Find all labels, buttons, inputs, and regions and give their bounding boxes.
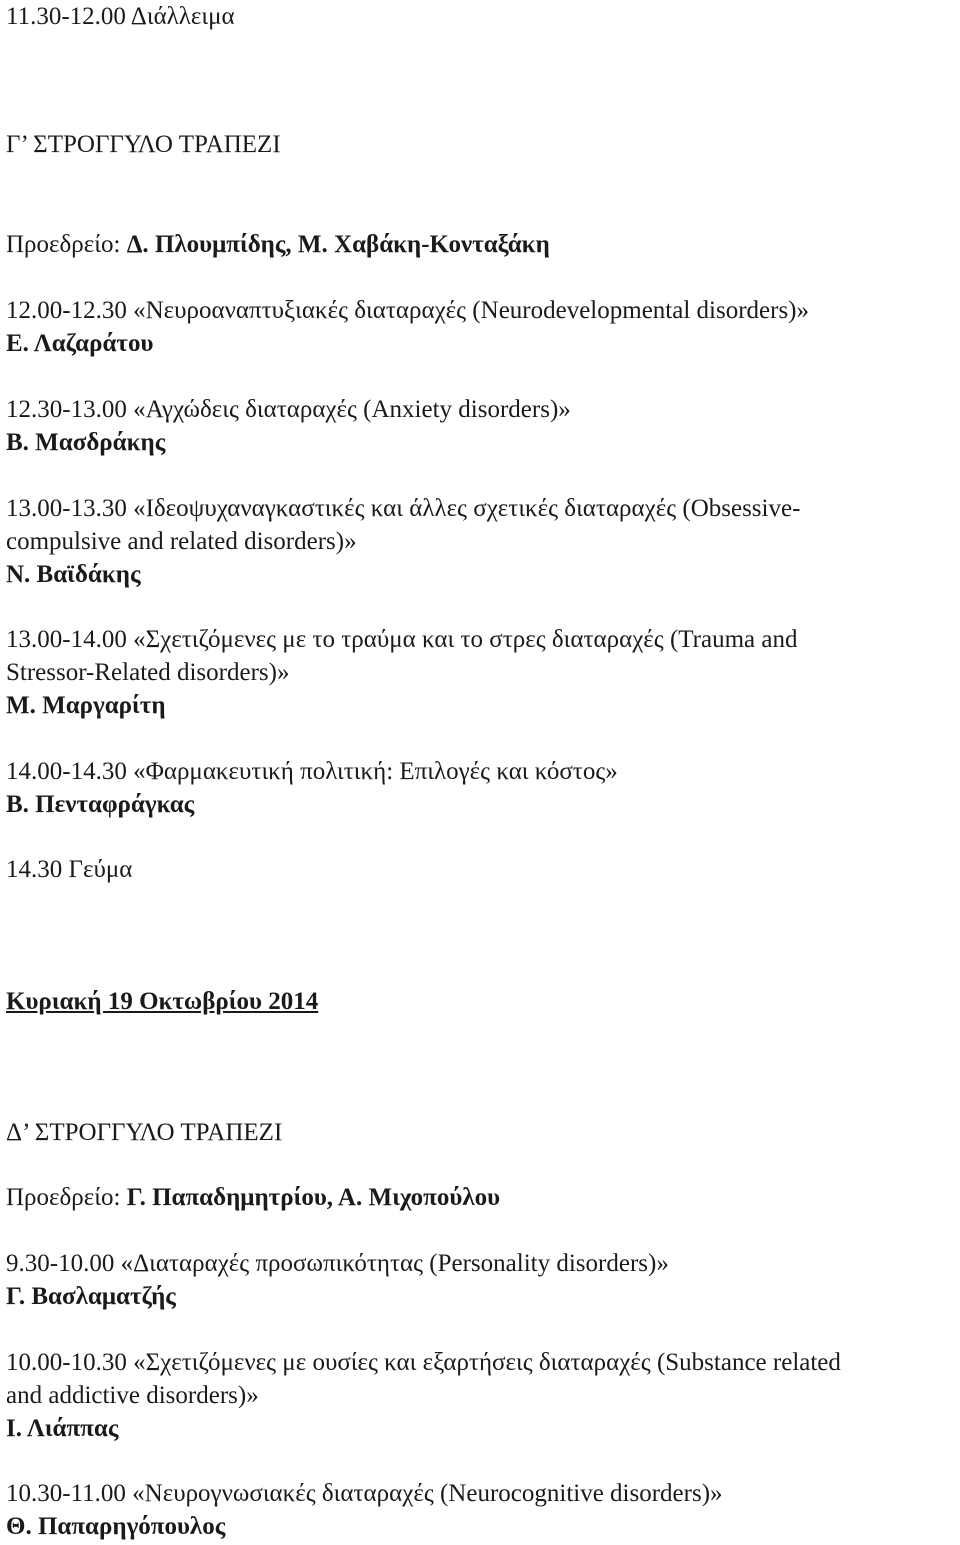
chair-label: Προεδρείο: bbox=[6, 231, 127, 258]
chair-names: Γ. Παπαδημητρίου, Α. Μιχοπούλου bbox=[126, 1184, 501, 1211]
round-table-d-chair bbox=[6, 1181, 500, 1214]
talk-title-continued: compulsive and related disorders)» bbox=[6, 528, 357, 555]
talk-speaker: Ι. Λιάππας bbox=[6, 1415, 119, 1442]
talk-speaker: Β. Μασδράκης bbox=[6, 429, 166, 456]
day-heading: Κυριακή 19 Οκτωβρίου 2014 bbox=[6, 988, 319, 1015]
talk-speaker: Μ. Μαργαρίτη bbox=[6, 692, 166, 719]
talk-speaker: Ν. Βαϊδάκης bbox=[6, 561, 141, 588]
talk-speaker: Ε. Λαζαράτου bbox=[6, 330, 154, 357]
round-table-c-title: Γ’ ΣΤΡΟΓΓΥΛΟ ΤΡΑΠΕΖΙ bbox=[6, 131, 281, 158]
talk-title: 13.00-13.30 «Ιδεοψυχαναγκαστικές και άλλες σχετικές διαταραχές (Obsessive- bbox=[6, 495, 801, 522]
talk-title: 12.00-12.30 «Νευροαναπτυξιακές διαταραχές (Neurodevelopmental disorders)» bbox=[6, 297, 810, 324]
talk-title-continued: and addictive disorders)» bbox=[6, 1382, 259, 1409]
chair-names: Δ. Πλουμπίδης, Μ. Χαβάκη-Κονταξάκη bbox=[126, 231, 550, 258]
talk-title: 10.30-11.00 «Νευρογνωσιακές διαταραχές (Neurocognitive disorders)» bbox=[6, 1480, 723, 1507]
talk-title: 13.00-14.00 «Σχετιζόμενες με το τραύμα και το στρες διαταραχές (Trauma and bbox=[6, 626, 798, 653]
lunch-entry: 14.30 Γεύμα bbox=[6, 856, 133, 883]
talk-title: 9.30-10.00 «Διαταραχές προσωπικότητας (Personality disorders)» bbox=[6, 1250, 669, 1277]
round-table-c-chair bbox=[6, 228, 550, 261]
round-table-d-title: Δ’ ΣΤΡΟΓΓΥΛΟ ΤΡΑΠΕΖΙ bbox=[6, 1119, 283, 1146]
break-entry: 11.30-12.00 Διάλλειμα bbox=[6, 3, 235, 30]
talk-title: 10.00-10.30 «Σχετιζόμενες με ουσίες και εξαρτήσεις διαταραχές (Substance related bbox=[6, 1349, 841, 1376]
talk-title-continued: Stressor-Related disorders)» bbox=[6, 659, 290, 686]
talk-title: 12.30-13.00 «Αγχώδεις διαταραχές (Anxiety disorders)» bbox=[6, 396, 571, 423]
talk-title: 14.00-14.30 «Φαρμακευτική πολιτική: Επιλογές και κόστος» bbox=[6, 758, 618, 785]
chair-label: Προεδρείο: bbox=[6, 1184, 127, 1211]
talk-speaker: Β. Πενταφράγκας bbox=[6, 791, 195, 818]
talk-speaker: Θ. Παπαρηγόπουλος bbox=[6, 1513, 226, 1540]
talk-speaker: Γ. Βασλαματζής bbox=[6, 1283, 176, 1310]
